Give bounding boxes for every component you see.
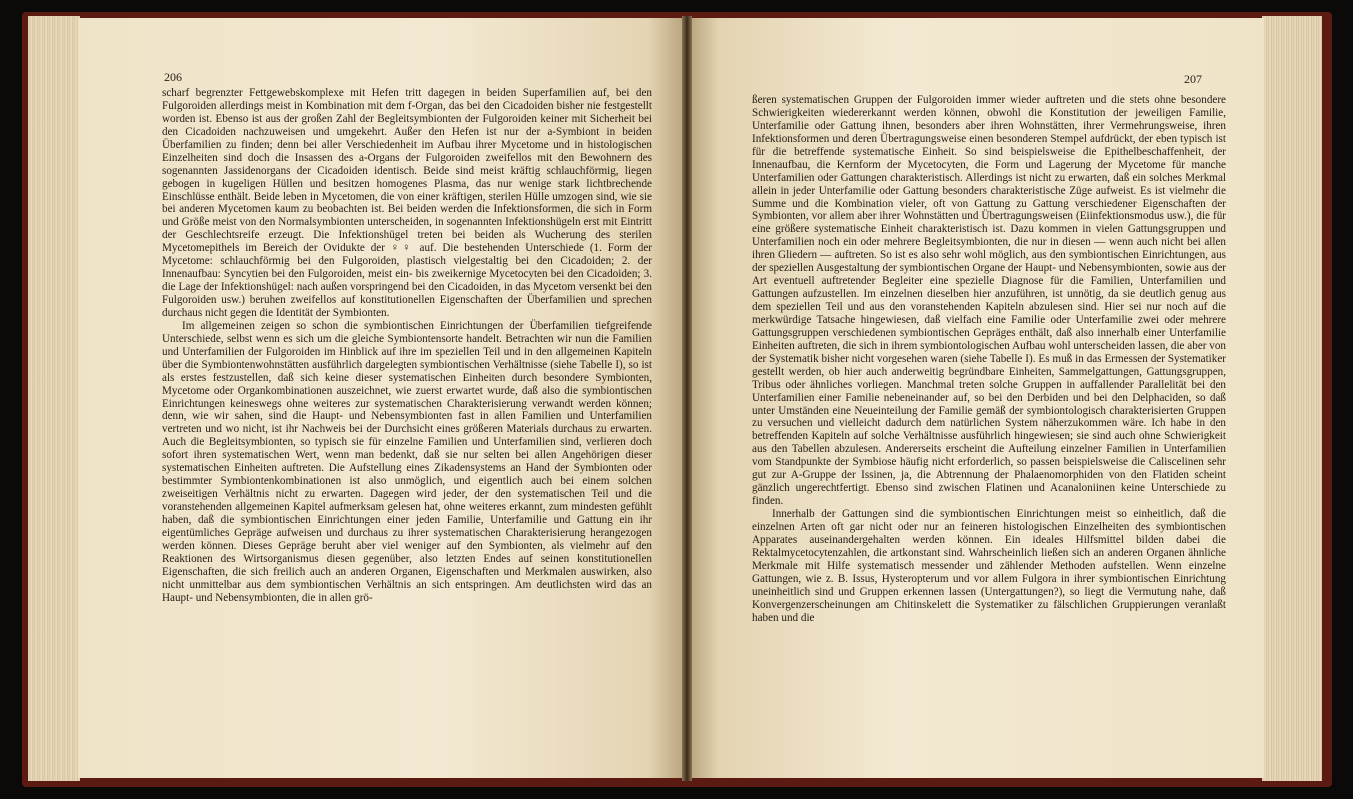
right-page-number: 207 <box>1184 72 1202 86</box>
paragraph: Innerhalb der Gattungen sind die symbiontischen Einrichtungen meist so einheitlich, daß die einzelnen Arten oft gar nicht oder nur an feineren histologischen Einzelheiten des symbiontischen Apparates auseinandergehalten werden können. Ein ideales Hilfsmittel bilden dabei die Rektalmycetocytenzahlen, die artkonstant sind. Wahrscheinlich ließen sich an anderen Organen ähnliche Merkmale mit Hilfe systematisch messender und zählender Methoden aufstellen. Wenn einzelne Gattungen, wie z. B. Issus, Hysteropterum und vor allem Fulgora in ihrer symbiontischen Einrichtung uneinheitlich sind und Gruppen erkennen lassen (Untergattungen?), so liegt die Vermutung nahe, daß Konvergenzerscheinungen am Chitinskelett die Systematiker zu fälschlichen Gruppierungen veranlaßt haben und die <box>752 508 1226 624</box>
paragraph: ßeren systematischen Gruppen der Fulgoroiden immer wieder auftreten und die stets ohne besondere Schwierigkeiten wiedererkannt werden können, obwohl die Konstitution der jeweiligen Familie, Unterfamilie oder Gattung ihnen, besonders aber ihren Wohnstätten, ihrer Vermehrungsweise, ihren Infektionsformen und deren Übertragungsweise einen besonderen Stempel aufdrückt, der eben typisch ist für die betreffende systematische Einheit. So sind beispielsweise die Epithelbeschaffenheit, der Innenaufbau, die Kernform der Mycetocyten, die Form und Lagerung der Mycetome für manche Unterfamilien oder Gattungen charakteristisch. Allerdings ist nicht zu erwarten, daß ein solches Merkmal allein in jeder Unterfamilie oder Gattung besonders charakteristische Züge aufweist. Es ist vielmehr die Summe und die Kombination vieler, oft von Gattung zu Gattung verschiedener Eigenschaften der Symbionten, vor allem aber ihrer Wohnstätten und Übertragungsweisen (Eiinfektionsmodus usw.), die für eine größere systematische Einheit charakteristisch ist. Dazu kommen in vielen Gattungsgruppen und Unterfamilien noch ein oder mehrere Begleitsymbionten, die nur in diesen — wenn auch nicht bei allen ihren Gliedern — auftreten. So ist es also sehr wohl möglich, aus den symbiontischen Einrichtungen, aus der speziellen Ausgestaltung der symbiontischen Organe der Haupt- und Nebensymbionten, sowie aus der Art eventuell auftretender Begleiter eine spezielle Diagnose für die Familien, Unterfamilien und Gattungen aufzustellen. Im einzelnen dieselben hier anzuführen, ist unnötig, da sie deutlich genug aus dem speziellen Teil und aus den voranstehenden Kapiteln abzulesen sind. Hier sei nur noch auf die merkwürdige Tatsache hingewiesen, daß vielfach eine Familie oder Unterfamilie zwei oder mehrere Gattungsgruppen verschiedenen symbiontischen Gepräges enthält, daß also innerhalb einer Unterfamilie Einheiten auftreten, die sich in ihrem symbiontologischen Aufbau wohl unterscheiden lassen, die aber von der Systematik bisher nicht vorgesehen waren (siehe Tabelle I). Es muß in das Ermessen der Systematiker gestellt werden, ob hier auch anderweitig begründbare Einheiten, Sammelgattungen, Gattungsgruppen, Tribus oder ähnliches vorliegen. Manchmal treten solche Gruppen in auffallender Parallelität bei den Unterfamilien einer Familie nebeneinander auf, so bei den Derbiden und bei den Delphaciden, so daß unter Umständen eine Neueinteilung der Familie gemäß der symbiontologisch charakterisierten Gruppen zu versuchen und vielleicht dadurch dem natürlichen System näherzukommen wäre. Ich habe in den betreffenden Kapiteln auf solche Verhältnisse ausführlich hingewiesen; sie sind auch ohne Schwierigkeit aus den Tabellen abzulesen. Andererseits erscheint die Aufteilung einzelner Familien in Unterfamilien vom Standpunkte der Symbiose häufig nicht erforderlich, so passen beispielsweise die Caliscelinen sehr gut zur A-Gruppe der Issinen, ja, die Abtrennung der Phalaenomorphiden von den Flatiden scheint gänzlich ungerechtfertigt. Ebenso sind zwischen Flatinen und Acanaloniinen keine Unterschiede zu finden. <box>752 94 1226 508</box>
page-edges-right <box>1262 16 1322 781</box>
paragraph: scharf begrenzter Fettgewebskomplexe mit Hefen tritt dagegen in beiden Superfamilien auf, bei den Fulgoroiden allerdings meist in Kombination mit dem f-Organ, das bei den Cicadoiden bisher nie festgestellt worden ist. Ebenso ist aus der großen Zahl der Begleitsymbionten der Fulgoroiden keiner mit Sicherheit bei den Cicadoiden nachzuweisen und umgekehrt. Außer den Hefen ist nur der a-Symbiont in beiden Überfamilien zu finden; denn bei aller Verschiedenheit im Aufbau ihrer Mycetome und in histologischen Einzelheiten sind doch die Insassen des a-Organs der Fulgoroiden zweifellos mit den Bewohnern des sogenannten Jassidenorgans der Cicadoiden identisch. Beide sind meist kräftig schlauchförmig, liegen gebogen in kugeligen Hüllen und besitzen homogenes Plasma, das nur wenige stark lichtbrechende Einschlüsse enthält. Beide leben in Mycetomen, die von einer kräftigen, sterilen Hülle umzogen sind, wie sie bei anderen Mycetomen kaum zu beobachten ist. Bei beiden werden die Infektionsformen, die sich in Form und Größe meist von den Normalsymbionten unterscheiden, in sogenannten Infektionshügeln erst mit Eintritt der Geschlechtsreife erzeugt. Die Infektionshügel treten bei beiden als Wucherung des sterilen Mycetomepithels im Bereich der Ovidukte der ♀♀ auf. Die bestehenden Unterschiede (1. Form der Mycetome: schlauchförmig bei den Fulgoroiden, plastisch vielgestaltig bei den Cicadoiden; 2. der Innenaufbau: Syncytien bei den Fulgoroiden, meist ein- bis zweikernige Mycetocyten bei den Cicadoiden; 3. die Lage der Infektionshügel: nach außen vorspringend bei den Cicadoiden, in das Mycetom versenkt bei den Fulgoroiden usw.) beruhen zweifellos auf konstitutionellen Eigenschaften der Überfamilien und sprechen durchaus nicht gegen die Identität der Symbionten. <box>162 87 652 319</box>
left-page-text <box>162 87 652 605</box>
left-page-number: 206 <box>164 70 182 84</box>
right-page-text <box>752 94 1226 624</box>
paragraph: Im allgemeinen zeigen so schon die symbiontischen Einrichtungen der Überfamilien tiefgreifende Unterschiede, selbst wenn es sich um die gleiche Symbiontensorte handelt. Betrachten wir nun die Familien und Unterfamilien der Fulgoroiden im Hinblick auf ihre im speziellen Teil und in den allgemeinen Kapiteln über die Symbiontenwohnstätten ausführlich dargelegten symbiontischen Verhältnisse (siehe Tabelle I), so ist als erstes festzustellen, daß sich keine dieser systematischen Einheiten durch besondere Symbionten, Mycetome oder Organkombinationen auszeichnet, wie zuerst erwartet wurde, daß also die symbiontischen Einrichtungen keineswegs ohne weiteres zur systematischen Charakterisierung verwandt werden können; denn, wie wir sahen, sind die Haupt- und Nebensymbionten fast in allen Familien und Unterfamilien vertreten und wo nicht, ist ihr Nachweis bei der Durchsicht eines größeren Materials durchaus zu erwarten. Auch die Begleitsymbionten, so typisch sie für einzelne Familien und Unterfamilien sind, verlieren doch sofort ihren systematischen Wert, wenn man bedenkt, daß sie nur selten bei allen Angehörigen dieser systematischen Einheiten auftreten. Die Aufstellung eines Zikadensystems an Hand der Symbionten oder bestimmter Symbiontenkombinationen ist also unmöglich, und eigentlich auch bei einem solchen zweiseitigen Verhältnis nicht zu erwarten. Dagegen wird jeder, der den systematischen Teil und die voranstehenden allgemeinen Kapitel aufmerksam gelesen hat, ohne weiteres erkannt, zum mindesten gefühlt haben, daß die symbiontischen Einrichtungen einer jeden Familie, Unterfamilie und Gattung ein ihr eigentümliches Gepräge aufweisen und durchaus zu ihrer systematischen Charakterisierung herangezogen werden können. Dieses Gepräge beruht aber viel weniger auf den Symbionten, als vielmehr auf den Reaktionen des Wirtsorganismus diesen gegenüber, also letzten Endes auf seinen konstitutionellen Eigenschaften, die sich freilich auch an anderen Organen, Eigenschaften und Merkmalen auswirken, also nicht unmittelbar aus dem symbiontischen Verhältnis an sich entspringen. Am deutlichsten wird das an Haupt- und Nebensymbionten, die in allen grö- <box>162 319 652 604</box>
page-edges-left <box>28 16 80 781</box>
book-gutter <box>682 16 692 781</box>
